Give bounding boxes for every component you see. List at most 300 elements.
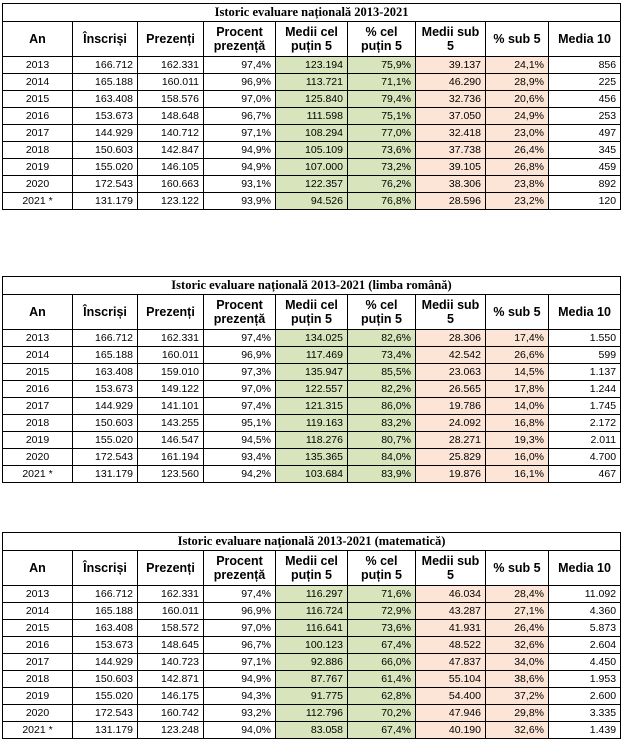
cell-enrolled: 153.673: [73, 108, 138, 125]
cell-fail-pct: 32,6%: [486, 637, 549, 654]
cell-enrolled: 163.408: [73, 364, 138, 381]
col-header-inscrisi: Înscriși: [73, 22, 138, 57]
cell-perfect-10: 467: [549, 466, 621, 483]
cell-present: 162.331: [138, 330, 204, 347]
cell-fail-count: 25.829: [416, 449, 486, 466]
cell-enrolled: 131.179: [73, 193, 138, 210]
cell-enrolled: 172.543: [73, 449, 138, 466]
table-row: [3, 176, 621, 193]
cell-perfect-10: 4.700: [549, 449, 621, 466]
cell-attendance-pct: 97,0%: [204, 91, 276, 108]
cell-year: 2019: [3, 432, 73, 449]
cell-perfect-10: 856: [549, 57, 621, 74]
cell-present: 148.648: [138, 108, 204, 125]
cell-attendance-pct: 97,3%: [204, 364, 276, 381]
cell-present: 148.645: [138, 637, 204, 654]
cell-enrolled: 131.179: [73, 466, 138, 483]
cell-fail-pct: 37,2%: [486, 688, 549, 705]
cell-fail-pct: 38,6%: [486, 671, 549, 688]
cell-pass-pct: 82,2%: [348, 381, 416, 398]
cell-attendance-pct: 94,9%: [204, 142, 276, 159]
cell-present: 142.871: [138, 671, 204, 688]
table-row: [3, 671, 621, 688]
cell-perfect-10: 2.600: [549, 688, 621, 705]
cell-fail-count: 46.290: [416, 74, 486, 91]
cell-fail-pct: 23,0%: [486, 125, 549, 142]
cell-fail-count: 54.400: [416, 688, 486, 705]
cell-fail-count: 39.105: [416, 159, 486, 176]
cell-enrolled: 166.712: [73, 586, 138, 603]
cell-present: 146.105: [138, 159, 204, 176]
cell-pass-count: 117.469: [276, 347, 348, 364]
cell-enrolled: 131.179: [73, 722, 138, 739]
cell-pass-pct: 73,6%: [348, 142, 416, 159]
cell-perfect-10: 4.450: [549, 654, 621, 671]
table-row: [3, 159, 621, 176]
cell-fail-count: 28.271: [416, 432, 486, 449]
table-row: [3, 57, 621, 74]
cell-attendance-pct: 97,4%: [204, 586, 276, 603]
cell-attendance-pct: 97,1%: [204, 654, 276, 671]
table-math: [2, 532, 621, 739]
cell-present: 143.255: [138, 415, 204, 432]
cell-attendance-pct: 97,4%: [204, 57, 276, 74]
cell-fail-count: 39.137: [416, 57, 486, 74]
table-row: [3, 722, 621, 739]
cell-attendance-pct: 95,1%: [204, 415, 276, 432]
col-header-medii-cel-putin-5: Medii cel puțin 5: [276, 551, 348, 586]
table-row: [3, 347, 621, 364]
cell-attendance-pct: 93,4%: [204, 449, 276, 466]
table-row: [3, 586, 621, 603]
col-header-medii-cel-putin-5: Medii cel puțin 5: [276, 295, 348, 330]
cell-enrolled: 172.543: [73, 176, 138, 193]
table-row: [3, 381, 621, 398]
cell-pass-count: 134.025: [276, 330, 348, 347]
cell-pass-pct: 67,4%: [348, 722, 416, 739]
col-header-procent-prezenta: Procent prezență: [204, 551, 276, 586]
cell-enrolled: 153.673: [73, 381, 138, 398]
col-header-procent-prezenta: Procent prezență: [204, 295, 276, 330]
cell-year: 2016: [3, 108, 73, 125]
cell-perfect-10: 1.745: [549, 398, 621, 415]
cell-fail-pct: 29,8%: [486, 705, 549, 722]
cell-fail-pct: 32,6%: [486, 722, 549, 739]
cell-perfect-10: 1.137: [549, 364, 621, 381]
cell-pass-count: 122.557: [276, 381, 348, 398]
table-row: [3, 142, 621, 159]
cell-attendance-pct: 94,9%: [204, 159, 276, 176]
col-header-prezenti: Prezenți: [138, 295, 204, 330]
table-row: [3, 654, 621, 671]
cell-pass-count: 116.297: [276, 586, 348, 603]
col-header-media-10: Media 10: [549, 551, 621, 586]
table-title: Istoric evaluare națională 2013-2021 (limba română): [3, 277, 621, 295]
cell-enrolled: 166.712: [73, 330, 138, 347]
col-header-medii-sub-5: Medii sub 5: [416, 551, 486, 586]
cell-fail-pct: 20,6%: [486, 91, 549, 108]
cell-attendance-pct: 94,3%: [204, 688, 276, 705]
cell-fail-pct: 14,0%: [486, 398, 549, 415]
cell-fail-count: 37.050: [416, 108, 486, 125]
cell-enrolled: 163.408: [73, 91, 138, 108]
cell-attendance-pct: 96,9%: [204, 347, 276, 364]
cell-perfect-10: 1.953: [549, 671, 621, 688]
cell-enrolled: 163.408: [73, 620, 138, 637]
col-header-an: An: [3, 551, 73, 586]
cell-attendance-pct: 93,2%: [204, 705, 276, 722]
cell-pass-count: 103.684: [276, 466, 348, 483]
cell-enrolled: 155.020: [73, 432, 138, 449]
cell-pass-count: 87.767: [276, 671, 348, 688]
cell-pass-pct: 71,1%: [348, 74, 416, 91]
cell-perfect-10: 459: [549, 159, 621, 176]
table-row: [3, 364, 621, 381]
cell-pass-pct: 70,2%: [348, 705, 416, 722]
cell-perfect-10: 345: [549, 142, 621, 159]
cell-fail-count: 26.565: [416, 381, 486, 398]
cell-attendance-pct: 97,0%: [204, 620, 276, 637]
col-header-an: An: [3, 22, 73, 57]
cell-pass-count: 135.365: [276, 449, 348, 466]
cell-fail-count: 23.063: [416, 364, 486, 381]
col-header-procent-cel-putin-5: % cel puțin 5: [348, 295, 416, 330]
cell-fail-pct: 19,3%: [486, 432, 549, 449]
cell-pass-pct: 67,4%: [348, 637, 416, 654]
cell-pass-pct: 75,1%: [348, 108, 416, 125]
col-header-procent-cel-putin-5: % cel puțin 5: [348, 22, 416, 57]
cell-year: 2021 *: [3, 722, 73, 739]
cell-pass-pct: 66,0%: [348, 654, 416, 671]
cell-fail-count: 41.931: [416, 620, 486, 637]
cell-perfect-10: 599: [549, 347, 621, 364]
col-header-medii-cel-putin-5: Medii cel puțin 5: [276, 22, 348, 57]
cell-year: 2020: [3, 449, 73, 466]
cell-year: 2015: [3, 364, 73, 381]
cell-year: 2014: [3, 74, 73, 91]
cell-present: 158.572: [138, 620, 204, 637]
col-header-prezenti: Prezenți: [138, 551, 204, 586]
cell-enrolled: 144.929: [73, 125, 138, 142]
cell-year: 2013: [3, 586, 73, 603]
cell-attendance-pct: 97,0%: [204, 381, 276, 398]
cell-pass-pct: 77,0%: [348, 125, 416, 142]
cell-present: 161.194: [138, 449, 204, 466]
cell-pass-count: 122.357: [276, 176, 348, 193]
cell-perfect-10: 225: [549, 74, 621, 91]
cell-attendance-pct: 93,1%: [204, 176, 276, 193]
cell-perfect-10: 120: [549, 193, 621, 210]
cell-fail-pct: 23,2%: [486, 193, 549, 210]
cell-pass-count: 123.194: [276, 57, 348, 74]
cell-enrolled: 166.712: [73, 57, 138, 74]
table-romanian: [2, 276, 621, 483]
cell-present: 141.101: [138, 398, 204, 415]
cell-perfect-10: 4.360: [549, 603, 621, 620]
cell-pass-count: 91.775: [276, 688, 348, 705]
cell-year: 2021 *: [3, 193, 73, 210]
cell-fail-pct: 34,0%: [486, 654, 549, 671]
cell-fail-count: 46.034: [416, 586, 486, 603]
cell-pass-pct: 75,9%: [348, 57, 416, 74]
cell-year: 2013: [3, 330, 73, 347]
cell-fail-count: 24.092: [416, 415, 486, 432]
cell-fail-count: 28.596: [416, 193, 486, 210]
cell-enrolled: 144.929: [73, 654, 138, 671]
cell-year: 2015: [3, 620, 73, 637]
cell-pass-pct: 72,9%: [348, 603, 416, 620]
cell-year: 2014: [3, 603, 73, 620]
cell-fail-pct: 28,9%: [486, 74, 549, 91]
table-row: [3, 620, 621, 637]
cell-present: 159.010: [138, 364, 204, 381]
cell-perfect-10: 253: [549, 108, 621, 125]
cell-fail-pct: 17,8%: [486, 381, 549, 398]
cell-present: 160.011: [138, 74, 204, 91]
cell-pass-pct: 62,8%: [348, 688, 416, 705]
cell-attendance-pct: 97,4%: [204, 330, 276, 347]
cell-pass-count: 116.641: [276, 620, 348, 637]
table-row: [3, 415, 621, 432]
cell-enrolled: 165.188: [73, 347, 138, 364]
cell-fail-pct: 27,1%: [486, 603, 549, 620]
table-row: [3, 603, 621, 620]
cell-enrolled: 172.543: [73, 705, 138, 722]
cell-enrolled: 155.020: [73, 159, 138, 176]
cell-enrolled: 155.020: [73, 688, 138, 705]
table-row: [3, 193, 621, 210]
cell-enrolled: 150.603: [73, 671, 138, 688]
cell-pass-count: 116.724: [276, 603, 348, 620]
cell-enrolled: 165.188: [73, 603, 138, 620]
cell-pass-pct: 82,6%: [348, 330, 416, 347]
cell-attendance-pct: 93,9%: [204, 193, 276, 210]
cell-fail-count: 38.306: [416, 176, 486, 193]
cell-year: 2015: [3, 91, 73, 108]
cell-fail-pct: 14,5%: [486, 364, 549, 381]
cell-present: 160.663: [138, 176, 204, 193]
cell-fail-count: 19.786: [416, 398, 486, 415]
cell-present: 162.331: [138, 586, 204, 603]
cell-pass-pct: 71,6%: [348, 586, 416, 603]
cell-pass-pct: 73,6%: [348, 620, 416, 637]
cell-perfect-10: 5.873: [549, 620, 621, 637]
cell-fail-count: 55.104: [416, 671, 486, 688]
col-header-an: An: [3, 295, 73, 330]
table-row: [3, 108, 621, 125]
cell-pass-pct: 86,0%: [348, 398, 416, 415]
cell-enrolled: 144.929: [73, 398, 138, 415]
cell-pass-count: 107.000: [276, 159, 348, 176]
cell-pass-pct: 79,4%: [348, 91, 416, 108]
table-row: [3, 91, 621, 108]
cell-present: 162.331: [138, 57, 204, 74]
cell-pass-pct: 76,2%: [348, 176, 416, 193]
cell-perfect-10: 497: [549, 125, 621, 142]
col-header-media-10: Media 10: [549, 22, 621, 57]
cell-pass-count: 112.796: [276, 705, 348, 722]
col-header-medii-sub-5: Medii sub 5: [416, 22, 486, 57]
cell-pass-pct: 83,2%: [348, 415, 416, 432]
cell-fail-pct: 26,8%: [486, 159, 549, 176]
cell-fail-count: 47.837: [416, 654, 486, 671]
cell-pass-count: 111.598: [276, 108, 348, 125]
table-body: [3, 586, 621, 739]
cell-year: 2020: [3, 176, 73, 193]
cell-present: 146.175: [138, 688, 204, 705]
cell-fail-pct: 26,6%: [486, 347, 549, 364]
col-header-procent-prezenta: Procent prezență: [204, 22, 276, 57]
cell-fail-count: 32.736: [416, 91, 486, 108]
cell-pass-count: 135.947: [276, 364, 348, 381]
cell-year: 2021 *: [3, 466, 73, 483]
cell-year: 2019: [3, 159, 73, 176]
cell-perfect-10: 1.550: [549, 330, 621, 347]
cell-year: 2019: [3, 688, 73, 705]
cell-pass-pct: 83,9%: [348, 466, 416, 483]
table-body: [3, 330, 621, 483]
col-header-medii-sub-5: Medii sub 5: [416, 295, 486, 330]
cell-year: 2017: [3, 398, 73, 415]
table-row: [3, 398, 621, 415]
cell-present: 123.248: [138, 722, 204, 739]
cell-fail-count: 40.190: [416, 722, 486, 739]
cell-fail-pct: 26,4%: [486, 620, 549, 637]
table-overall: [2, 3, 621, 210]
cell-perfect-10: 2.011: [549, 432, 621, 449]
cell-present: 142.847: [138, 142, 204, 159]
cell-fail-pct: 24,1%: [486, 57, 549, 74]
col-header-procent-sub-5: % sub 5: [486, 295, 549, 330]
cell-year: 2020: [3, 705, 73, 722]
cell-present: 146.547: [138, 432, 204, 449]
cell-pass-count: 121.315: [276, 398, 348, 415]
col-header-inscrisi: Înscriși: [73, 295, 138, 330]
cell-perfect-10: 892: [549, 176, 621, 193]
cell-attendance-pct: 94,9%: [204, 671, 276, 688]
cell-perfect-10: 11.092: [549, 586, 621, 603]
cell-fail-count: 37.738: [416, 142, 486, 159]
cell-year: 2014: [3, 347, 73, 364]
cell-year: 2018: [3, 671, 73, 688]
cell-pass-count: 105.109: [276, 142, 348, 159]
cell-attendance-pct: 94,2%: [204, 466, 276, 483]
cell-present: 160.011: [138, 603, 204, 620]
cell-enrolled: 165.188: [73, 74, 138, 91]
cell-attendance-pct: 96,9%: [204, 603, 276, 620]
cell-year: 2016: [3, 637, 73, 654]
cell-present: 123.122: [138, 193, 204, 210]
col-header-procent-sub-5: % sub 5: [486, 551, 549, 586]
cell-fail-count: 19.876: [416, 466, 486, 483]
cell-fail-pct: 24,9%: [486, 108, 549, 125]
cell-pass-count: 125.840: [276, 91, 348, 108]
cell-pass-pct: 80,7%: [348, 432, 416, 449]
table-row: [3, 466, 621, 483]
cell-enrolled: 150.603: [73, 142, 138, 159]
cell-pass-count: 118.276: [276, 432, 348, 449]
cell-attendance-pct: 97,4%: [204, 398, 276, 415]
table-row: [3, 688, 621, 705]
cell-attendance-pct: 97,1%: [204, 125, 276, 142]
cell-year: 2018: [3, 142, 73, 159]
cell-fail-pct: 16,8%: [486, 415, 549, 432]
table-row: [3, 637, 621, 654]
cell-attendance-pct: 94,0%: [204, 722, 276, 739]
cell-pass-pct: 76,8%: [348, 193, 416, 210]
cell-attendance-pct: 94,5%: [204, 432, 276, 449]
cell-perfect-10: 3.335: [549, 705, 621, 722]
cell-pass-count: 100.123: [276, 637, 348, 654]
cell-fail-pct: 23,8%: [486, 176, 549, 193]
cell-pass-pct: 73,4%: [348, 347, 416, 364]
cell-perfect-10: 2.172: [549, 415, 621, 432]
cell-pass-pct: 61,4%: [348, 671, 416, 688]
cell-fail-pct: 16,0%: [486, 449, 549, 466]
cell-perfect-10: 456: [549, 91, 621, 108]
col-header-inscrisi: Înscriși: [73, 551, 138, 586]
cell-fail-count: 48.522: [416, 637, 486, 654]
cell-attendance-pct: 96,7%: [204, 108, 276, 125]
cell-attendance-pct: 96,7%: [204, 637, 276, 654]
cell-fail-count: 32.418: [416, 125, 486, 142]
cell-year: 2017: [3, 125, 73, 142]
cell-perfect-10: 1.244: [549, 381, 621, 398]
cell-fail-pct: 16,1%: [486, 466, 549, 483]
cell-year: 2018: [3, 415, 73, 432]
cell-perfect-10: 1.439: [549, 722, 621, 739]
cell-fail-count: 28.306: [416, 330, 486, 347]
cell-pass-pct: 73,2%: [348, 159, 416, 176]
col-header-media-10: Media 10: [549, 295, 621, 330]
col-header-prezenti: Prezenți: [138, 22, 204, 57]
table-title: Istoric evaluare națională 2013-2021 (matematică): [3, 533, 621, 551]
cell-pass-count: 113.721: [276, 74, 348, 91]
cell-fail-count: 47.946: [416, 705, 486, 722]
cell-perfect-10: 2.604: [549, 637, 621, 654]
cell-fail-pct: 28,4%: [486, 586, 549, 603]
cell-year: 2013: [3, 57, 73, 74]
table-row: [3, 74, 621, 91]
col-header-procent-cel-putin-5: % cel puțin 5: [348, 551, 416, 586]
cell-pass-count: 83.058: [276, 722, 348, 739]
cell-present: 160.011: [138, 347, 204, 364]
cell-pass-pct: 84,0%: [348, 449, 416, 466]
cell-enrolled: 150.603: [73, 415, 138, 432]
cell-pass-count: 108.294: [276, 125, 348, 142]
cell-fail-count: 42.542: [416, 347, 486, 364]
cell-present: 160.742: [138, 705, 204, 722]
cell-present: 140.723: [138, 654, 204, 671]
table-row: [3, 432, 621, 449]
cell-present: 140.712: [138, 125, 204, 142]
cell-pass-count: 92.886: [276, 654, 348, 671]
cell-present: 149.122: [138, 381, 204, 398]
cell-fail-count: 43.287: [416, 603, 486, 620]
cell-pass-pct: 85,5%: [348, 364, 416, 381]
table-body: [3, 57, 621, 210]
col-header-procent-sub-5: % sub 5: [486, 22, 549, 57]
cell-fail-pct: 26,4%: [486, 142, 549, 159]
cell-year: 2017: [3, 654, 73, 671]
table-row: [3, 449, 621, 466]
table-row: [3, 125, 621, 142]
cell-pass-count: 119.163: [276, 415, 348, 432]
cell-fail-pct: 17,4%: [486, 330, 549, 347]
cell-present: 123.560: [138, 466, 204, 483]
table-row: [3, 330, 621, 347]
cell-enrolled: 153.673: [73, 637, 138, 654]
